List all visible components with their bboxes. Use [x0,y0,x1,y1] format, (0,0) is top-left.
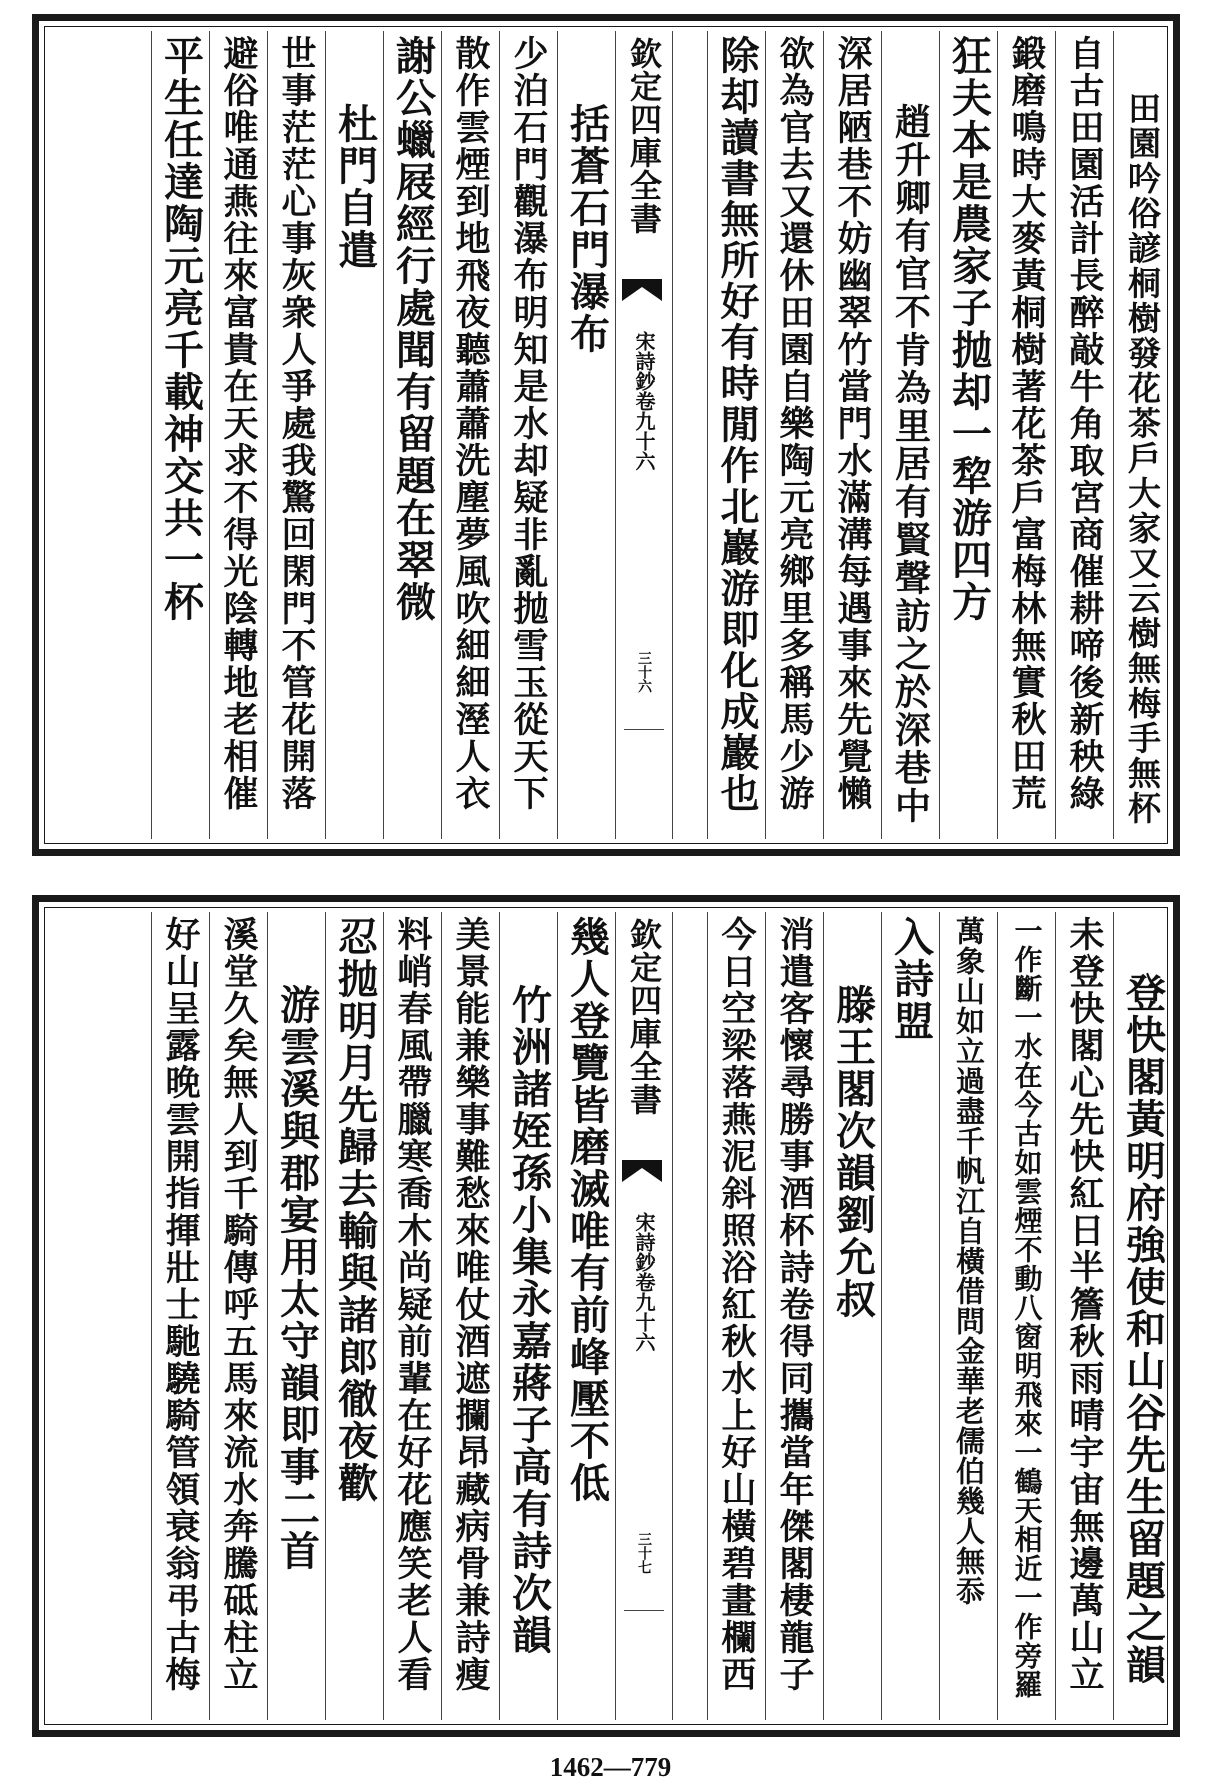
verse-line: 世事茫茫心事灰衆人爭處我驚回閑門不管花開落 [276,35,317,812]
verse-line: 散作雲煙到地飛夜聽蕭蕭洗塵夢風吹細細溼人衣 [450,35,491,812]
text-column [441,31,499,839]
fishtail-mark-icon [622,279,662,311]
text-column [881,912,939,1720]
text-column [267,912,325,1720]
fishtail-mark-icon [622,1160,662,1192]
text-column [209,912,267,1720]
text-column [557,31,615,839]
text-column [1055,31,1113,839]
verse-line: 少泊石門觀瀑布明知是水却疑非亂抛雪玉從天下 [508,35,549,812]
text-column [823,912,881,1720]
text-column [441,912,499,1720]
verse-line: 除却讀書無所好有時閒作北巖游即化成巖也 [714,35,760,814]
verse-line: 鍛磨鳴時大麥黃桐樹著花茶戶富梅林無實秋田荒 [1006,35,1047,812]
verse-line: 消遣客懷尋勝事酒杯詩卷得同攜當年傑閣棲龍子 [774,916,815,1693]
text-column [151,31,209,839]
poem-title: 田園吟俗諺桐樹發花茶戶大家又云樹無梅手無杯 [1123,91,1162,826]
center-margin [615,31,673,839]
text-column [325,31,383,839]
book-title: 欽定四庫全書 [625,37,663,235]
divider [624,729,664,730]
text-column [997,912,1055,1720]
poem-title: 滕王閣次韻劉允叔 [829,984,877,1320]
verse-line: 自古田園活計長醉敲牛角取宮商催耕啼後新秧綠 [1064,35,1105,812]
text-column [325,912,383,1720]
poem-title: 登快閣黃明府強使和山谷先生留題之韻 [1119,972,1167,1686]
poem-title: 趙升卿有官不肯為里居有賢聲訪之於深巷中 [889,103,932,825]
poem-title: 竹洲諸姪孫小集永嘉蔣子高有詩次韻 [505,984,553,1656]
page-number: 三十七 [636,1532,652,1574]
text-column [881,31,939,839]
text-column [209,31,267,839]
text-column [1113,912,1171,1720]
verse-line: 忍抛明月先歸去輸與諸郎徹夜歡 [331,916,379,1504]
divider [624,1610,664,1611]
text-column [1055,912,1113,1720]
verse-line: 幾人登覽皆磨滅唯有前峰壓不低 [563,916,611,1504]
verse-line: 避俗唯通燕往來富貴在天求不得光陰轉地老相催 [218,35,259,812]
book-title: 欽定四庫全書 [625,918,663,1116]
lower-page-leaf [32,895,1180,1737]
text-column [1113,31,1171,839]
text-column [765,31,823,839]
verse-line: 今日空梁落燕泥斜照浴紅秋水上好山橫碧畫欄西 [716,916,757,1693]
text-column [939,912,997,1720]
text-column [823,31,881,839]
verse-line: 入詩盟 [887,916,935,1042]
text-column [707,31,765,839]
text-column [267,31,325,839]
text-column [997,31,1055,839]
verse-line: 溪堂久矣無人到千騎傳呼五馬來流水奔騰砥柱立 [218,916,259,1693]
annotated-line: 一作斷一水在今古如雲煙不動八窗明飛來一鶴天相近一作旁羅 [1010,916,1044,1699]
text-column [557,912,615,1720]
poem-title: 游雲溪與郡宴用太守韻即事二首 [273,984,321,1572]
volume-label: 宋詩鈔卷九十六 [632,1212,656,1352]
text-column [499,912,557,1720]
page-number: 三十六 [636,651,652,693]
center-margin [615,912,673,1720]
poem-title: 杜門自遣 [331,103,379,271]
verse-line: 美景能兼樂事難愁來唯仗酒遮攔昂藏病骨兼詩瘦 [450,916,491,1693]
text-column [939,31,997,839]
text-column [151,912,209,1720]
text-column [765,912,823,1720]
verse-line: 料峭春風帶臘寒喬木尚疑前輩在好花應笑老人看 [392,916,433,1693]
verse-line: 狂夫本是農家子抛却一犂游四方 [945,35,993,623]
poem-title: 括蒼石門瀑布 [563,103,611,355]
volume-label: 宋詩鈔卷九十六 [632,331,656,471]
verse-line: 平生任達陶元亮千載神交共一杯 [157,35,205,623]
text-column [707,912,765,1720]
verse-line: 謝公蠟屐經行處聞有留題在翠微 [389,35,437,623]
verse-line: 深居陋巷不妨幽翠竹當門水滿溝每遇事來先覺懶 [832,35,873,812]
annotated-line: 萬象山如立過盡千帆江自橫借問金華老儒伯幾人無忝 [952,916,986,1606]
text-column [499,31,557,839]
upper-page-leaf [32,14,1180,856]
text-column [383,912,441,1720]
verse-line: 未登快閣心先快紅日半簷秋雨晴宇宙無邊萬山立 [1064,916,1105,1693]
print-reference-number: 1462—779 [549,1752,672,1782]
verse-line: 欲為官去又還休田園自樂陶元亮鄉里多稱馬少游 [774,35,815,812]
verse-line: 好山呈露晚雲開指揮壯士馳驍騎管領衰翁弔古梅 [160,916,201,1693]
text-column [383,31,441,839]
